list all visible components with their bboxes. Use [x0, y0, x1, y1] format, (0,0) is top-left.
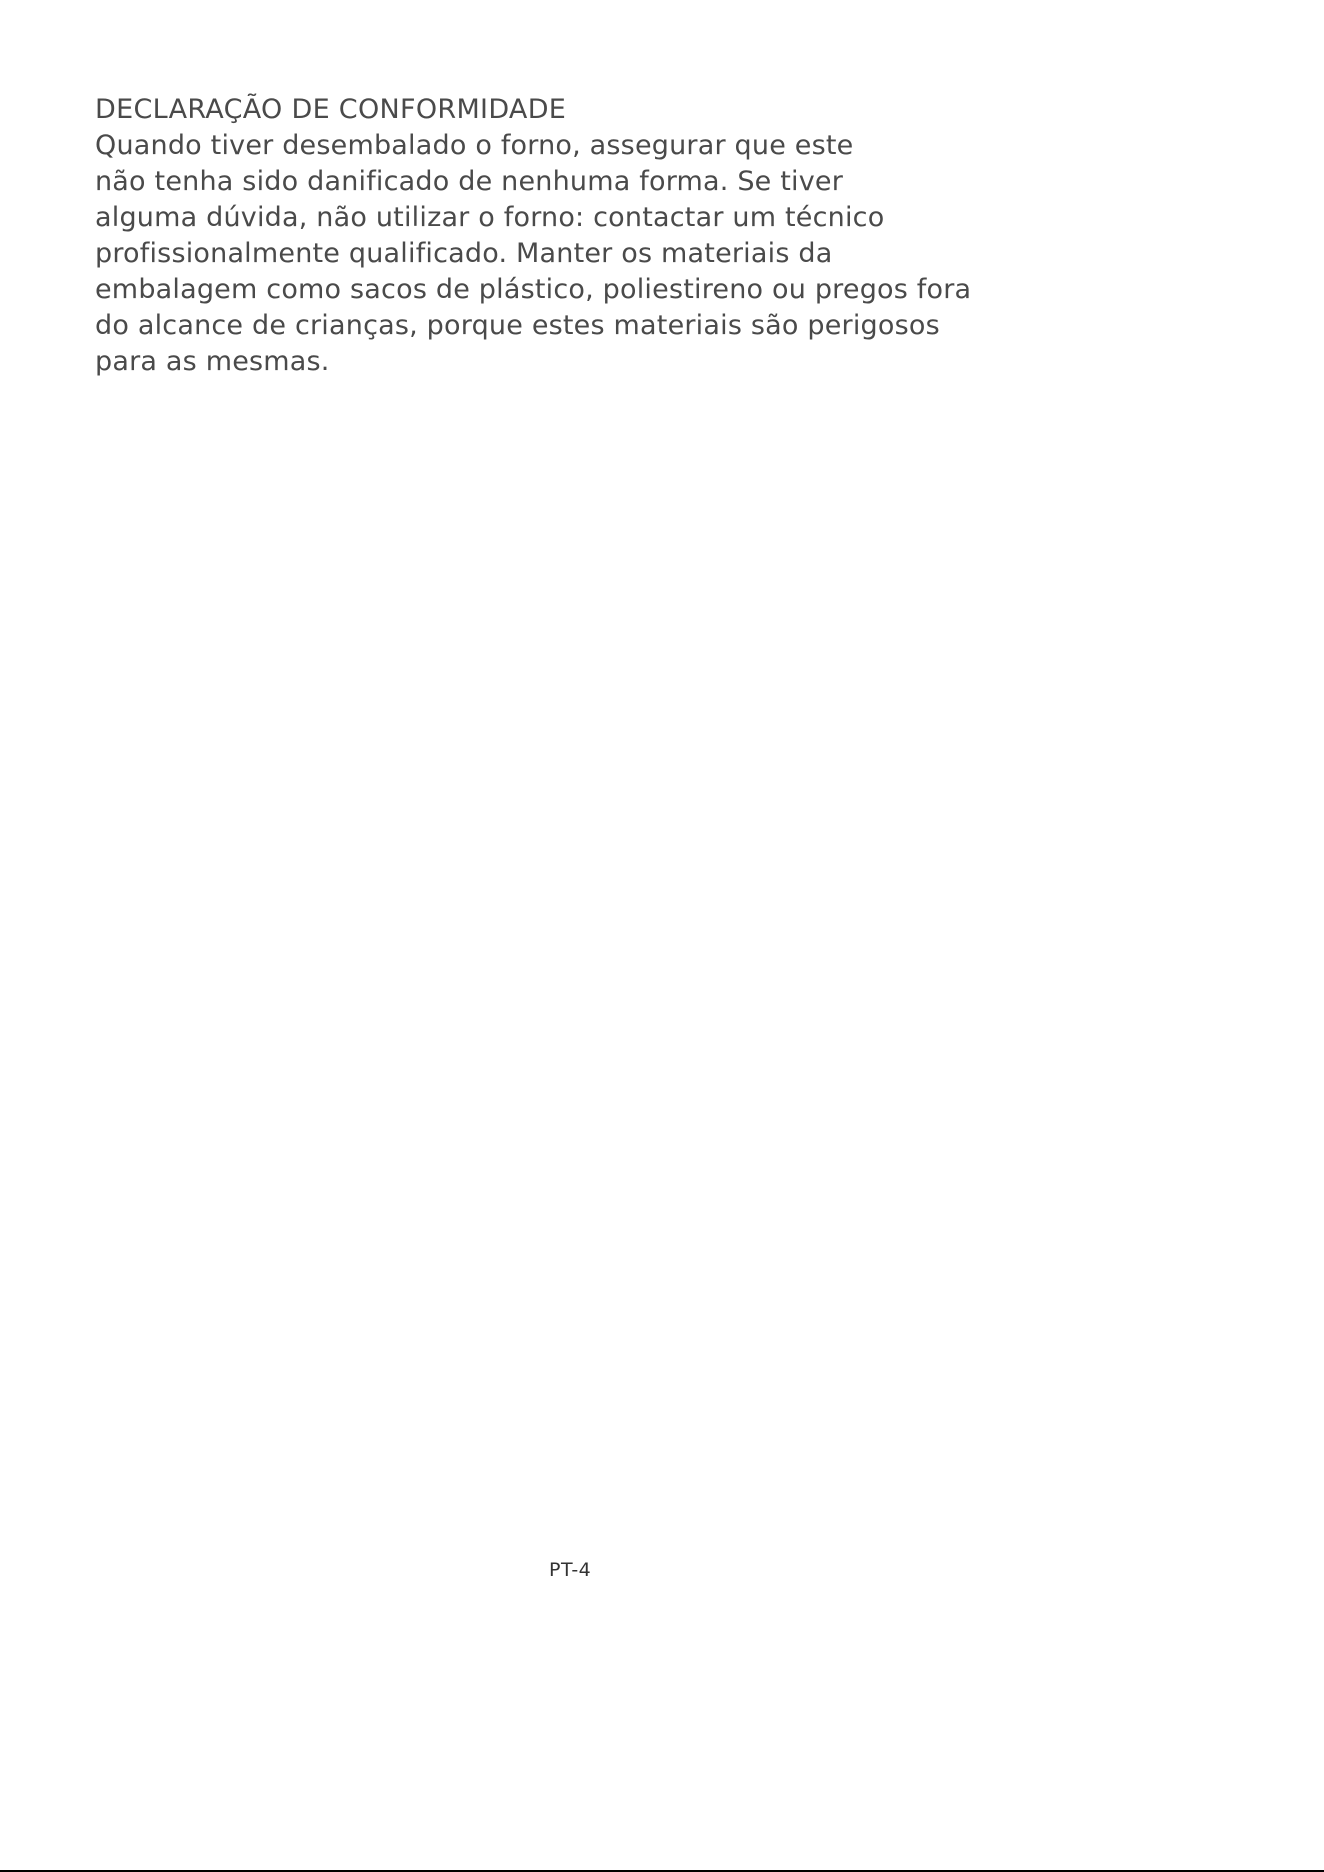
paragraph-line: do alcance de crianças, porque estes materiais são perigosos [95, 310, 940, 341]
paragraph-line: não tenha sido danificado de nenhuma forma. Se tiver [95, 166, 844, 197]
paragraph-line: profissionalmente qualificado. Manter os materiais da [95, 238, 833, 269]
section-paragraph [95, 128, 1095, 380]
section-heading: DECLARAÇÃO DE CONFORMIDADE [95, 94, 567, 125]
paragraph-line: embalagem como sacos de plástico, poliestireno ou pregos fora [95, 274, 972, 305]
conformity-section [95, 92, 1095, 380]
page-number: PT-4 [549, 1559, 592, 1581]
paragraph-line: alguma dúvida, não utilizar o forno: contactar um técnico [95, 202, 885, 233]
paragraph-line: Quando tiver desembalado o forno, assegurar que este [95, 130, 854, 161]
paragraph-line: para as mesmas. [95, 346, 330, 377]
